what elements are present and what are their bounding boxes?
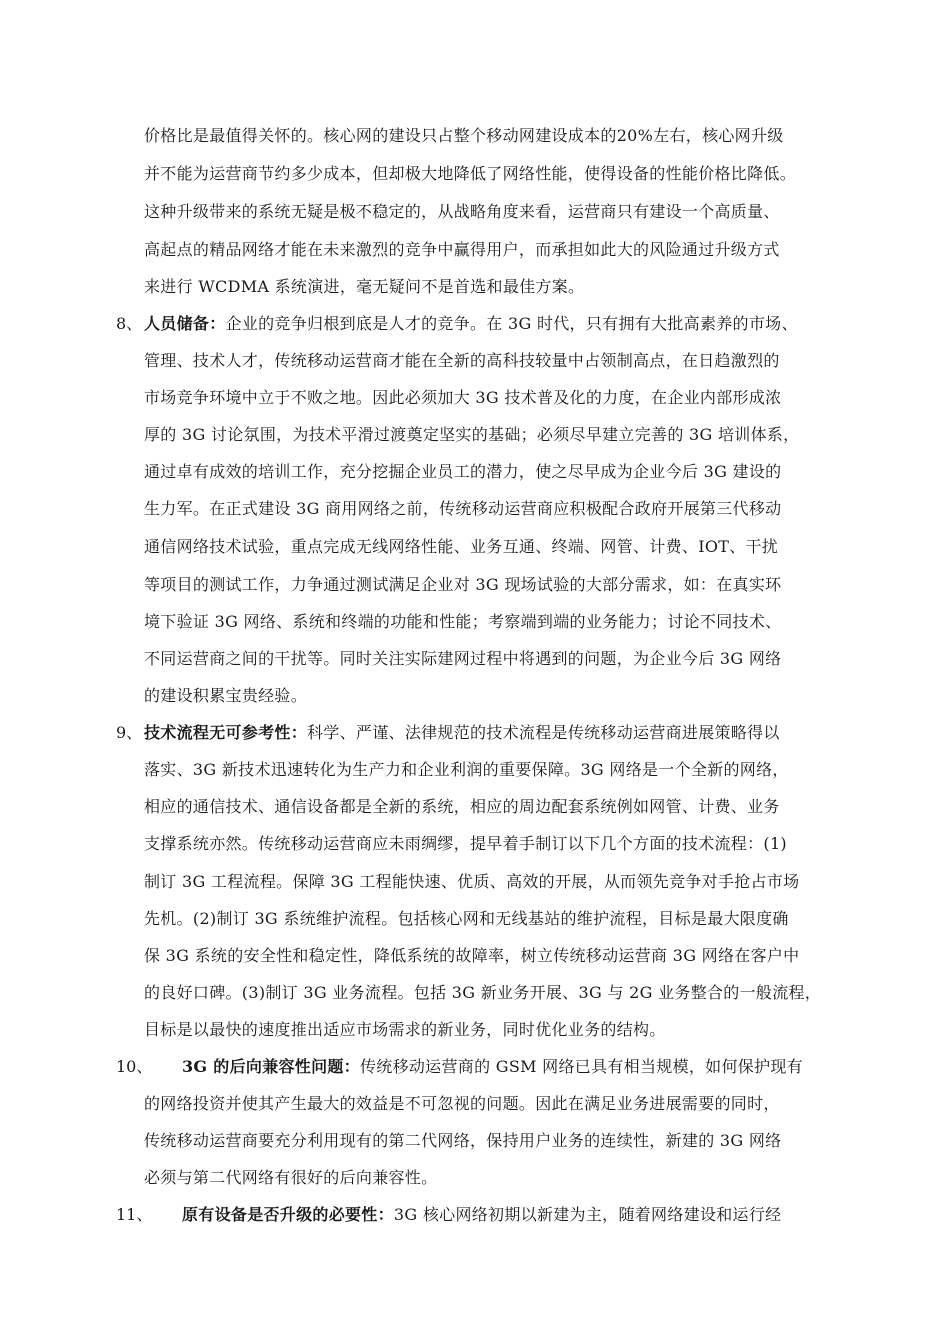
paragraph-line: 管理、技术人才，传统移动运营商才能在全新的高科技较量中占领制高点，在日趋激烈的: [144, 351, 780, 370]
paragraph-line: 来进行 WCDMA 系统演进，毫无疑问不是首选和最佳方案。: [144, 277, 585, 296]
list-item-first-line: [182, 1057, 803, 1077]
paragraph-line: 通过卓有成效的培训工作，充分挖掘企业员工的潜力，使之尽早成为企业今后 3G 建设的: [144, 462, 782, 481]
paragraph-line: 厚的 3G 讨论氛围，为技术平滑过渡奠定坚实的基础；必须尽早建立完善的 3G 培训体系，: [144, 425, 800, 444]
list-item-heading: 3G 的后向兼容性问题：: [182, 1057, 360, 1076]
list-item-text: 企业的竞争归根到底是人才的竞争。在 3G 时代，只有拥有大批高素养的市场、: [225, 314, 798, 333]
paragraph-line: 落实、3G 新技术迅速转化为生产力和企业利润的重要保障。3G 网络是一个全新的网络，: [144, 760, 789, 779]
paragraph-line: 传统移动运营商要充分利用现有的第二代网络，保持用户业务的连续性，新建的 3G 网络: [144, 1131, 782, 1150]
paragraph-line: 市场竞争环境中立于不败之地。因此必须加大 3G 技术普及化的力度，在企业内部形成浓: [144, 388, 782, 407]
paragraph-line: 价格比是最值得关怀的。核心网的建设只占整个移动网建设成本的20%左右，核心网升级: [144, 126, 784, 145]
list-item-first-line: [144, 723, 780, 743]
paragraph-line: 的良好口碑。(3)制订 3G 业务流程。包括 3G 新业务开展、3G 与 2G 业务整合的一般流程，: [144, 983, 822, 1002]
paragraph-line: 制订 3G 工程流程。保障 3G 工程能快速、优质、高效的开展，从而领先竞争对手抢占市场: [144, 872, 800, 891]
paragraph-line: 这种升级带来的系统无疑是极不稳定的，从战略角度来看，运营商只有建设一个高质量、: [144, 202, 780, 221]
list-item-text: 3G 核心网络初期以新建为主，随着网络建设和运行经: [393, 1205, 782, 1224]
paragraph-line: 的网络投资并使其产生最大的效益是不可忽视的问题。因此在满足业务进展需要的同时，: [144, 1094, 780, 1113]
paragraph-line: 高起点的精品网络才能在未来激烈的竞争中赢得用户，而承担如此大的风险通过升级方式: [144, 240, 780, 259]
paragraph-line: 先机。(2)制订 3G 系统维护流程。包括核心网和无线基站的维护流程，目标是最大限度确: [144, 909, 789, 928]
paragraph-line: 的建设积累宝贵经验。: [144, 686, 308, 705]
list-item-text: 科学、严谨、法律规范的技术流程是传统移动运营商进展策略得以: [307, 723, 780, 742]
paragraph-line: 支撑系统亦然。传统移动运营商应未雨绸缪，提早着手制订以下几个方面的技术流程：(1): [144, 834, 787, 853]
paragraph-line: 等项目的测试工作，力争通过测试满足企业对 3G 现场试验的大部分需求，如：在真实环: [144, 575, 782, 594]
list-item-first-line: [182, 1205, 781, 1225]
paragraph-line: 境下验证 3G 网络、系统和终端的功能和性能；考察端到端的业务能力；讨论不同技术、: [144, 612, 782, 631]
paragraph-line: 通信网络技术试验，重点完成无线网络性能、业务互通、终端、网管、计费、IOT、干扰: [144, 537, 779, 556]
list-number: 10、: [116, 1057, 153, 1076]
paragraph-line: 不同运营商之间的干扰等。同时关注实际建网过程中将遇到的问题，为企业今后 3G 网络: [144, 649, 782, 668]
paragraph-line: 必须与第二代网络有很好的后向兼容性。: [144, 1168, 438, 1187]
list-item-first-line: [144, 314, 798, 334]
list-item-heading: 人员储备：: [144, 314, 226, 333]
list-number: 11、: [116, 1205, 153, 1224]
paragraph-line: 相应的通信技术、通信设备都是全新的系统，相应的周边配套系统例如网管、计费、业务: [144, 797, 780, 816]
paragraph-line: 目标是以最快的速度推出适应市场需求的新业务，同时优化业务的结构。: [144, 1020, 666, 1039]
list-item-text: 传统移动运营商的 GSM 网络已具有相当规模，如何保护现有: [359, 1057, 803, 1076]
list-item-heading: 原有设备是否升级的必要性：: [182, 1205, 394, 1224]
paragraph-line: 并不能为运营商节约多少成本，但却极大地降低了网络性能，使得设备的性能价格比降低。: [144, 164, 797, 183]
paragraph-line: 生力军。在正式建设 3G 商用网络之前，传统移动运营商应积极配合政府开展第三代移动: [144, 499, 782, 518]
list-number: 8、: [116, 314, 143, 333]
list-number: 9、: [116, 723, 143, 742]
list-item-heading: 技术流程无可参考性：: [144, 723, 308, 742]
paragraph-line: 保 3G 系统的安全性和稳定性，降低系统的故障率，树立传统移动运营商 3G 网络在客户中: [144, 946, 800, 965]
